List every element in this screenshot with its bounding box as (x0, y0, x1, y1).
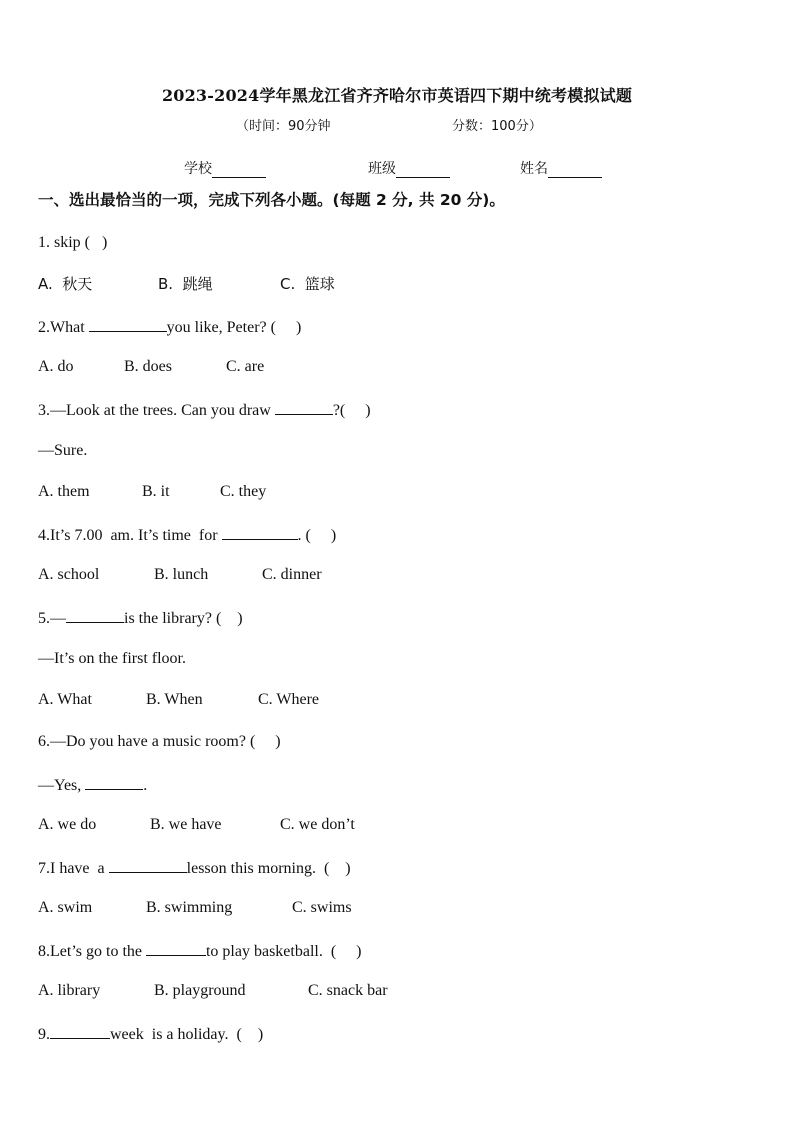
question-1 (38, 233, 107, 253)
question-3 (38, 399, 371, 421)
question-5-pre: 5.— (38, 610, 66, 627)
q2-option-b[interactable]: B. does (124, 358, 172, 375)
question-4-blank[interactable] (222, 524, 298, 540)
question-5 (38, 607, 243, 629)
q6-option-a[interactable]: A. we do (38, 816, 97, 833)
section-heading: 一、选出最恰当的一项，完成下列各小题。(每题 2 分, 共 20 分)。 (38, 191, 505, 209)
q4-option-a[interactable]: A. school (38, 566, 100, 583)
question-9-blank[interactable] (50, 1023, 110, 1039)
exam-score: 分数：100分） (452, 119, 542, 134)
question-6-reply (38, 774, 147, 796)
question-2-post: you like, Peter? ( ) (166, 319, 302, 336)
q3-option-c[interactable]: C. they (220, 483, 267, 500)
question-6: 6.—Do you have a music room? ( ) (38, 733, 281, 750)
question-8-pre: 8.Let’s go to the (38, 943, 146, 960)
q3-option-a[interactable]: A. them (38, 483, 90, 500)
q5-option-a[interactable]: A. What (38, 691, 92, 708)
question-5-blank[interactable] (66, 607, 124, 623)
q6-option-c[interactable]: C. we don’t (280, 816, 355, 833)
question-4 (38, 524, 336, 546)
question-3-post: ?( ) (332, 402, 371, 419)
q2-option-a[interactable]: A. do (38, 358, 74, 375)
q2-option-c[interactable]: C. are (226, 358, 265, 375)
question-7-pre: 7.I have a (38, 860, 109, 877)
q1-option-c[interactable]: C. 篮球 (280, 275, 335, 293)
school-label: 学校 (184, 161, 212, 177)
q6-option-b[interactable]: B. we have (150, 816, 222, 833)
class-blank[interactable] (396, 163, 450, 178)
question-9-pre: 9. (38, 1026, 50, 1043)
q7-option-a[interactable]: A. swim (38, 899, 93, 916)
question-3-blank[interactable] (275, 399, 333, 415)
question-6-blank[interactable] (85, 774, 143, 790)
q8-option-b[interactable]: B. playground (154, 982, 246, 999)
q7-option-b[interactable]: B. swimming (146, 899, 233, 916)
question-8-blank[interactable] (146, 940, 206, 956)
q5-option-c[interactable]: C. Where (258, 691, 320, 708)
class-label: 班级 (368, 161, 396, 177)
q8-option-a[interactable]: A. library (38, 982, 101, 999)
q4-option-b[interactable]: B. lunch (154, 566, 209, 583)
question-1-paren: ) (90, 234, 108, 251)
q3-option-b[interactable]: B. it (142, 483, 170, 500)
question-9-post: week is a holiday. ( ) (110, 1026, 264, 1043)
exam-title: 2023-2024学年黑龙江省齐齐哈尔市英语四下期中统考模拟试题 (161, 86, 633, 105)
question-7-blank[interactable] (109, 857, 187, 873)
question-8 (38, 940, 362, 962)
question-4-pre: 4.It’s 7.00 am. It’s time for (38, 527, 222, 544)
question-4-post: . ( ) (297, 527, 337, 544)
name-label: 姓名 (520, 161, 548, 177)
question-7-post: lesson this morning. ( ) (186, 860, 351, 877)
question-7 (38, 857, 351, 879)
school-blank[interactable] (212, 163, 266, 178)
question-8-post: to play basketball. ( ) (205, 943, 362, 960)
school-field (184, 160, 266, 178)
question-9 (38, 1023, 263, 1045)
question-1-text: 1. skip ( (38, 234, 90, 251)
question-2-pre: 2.What (38, 319, 89, 336)
question-6-reply-pre: —Yes, (38, 777, 86, 794)
name-blank[interactable] (548, 163, 602, 178)
question-5-reply: —It’s on the first floor. (38, 650, 186, 667)
class-field (368, 160, 450, 178)
question-3-pre: 3.—Look at the trees. Can you draw (38, 402, 275, 419)
q1-option-a[interactable]: A. 秋天 (38, 275, 93, 293)
q5-option-b[interactable]: B. When (146, 691, 203, 708)
question-2-blank[interactable] (89, 316, 167, 332)
question-2 (38, 316, 301, 338)
question-6-reply-post: . (143, 777, 148, 794)
q8-option-c[interactable]: C. snack bar (308, 982, 388, 999)
question-3-reply: —Sure. (38, 442, 88, 459)
q1-option-b[interactable]: B. 跳绳 (158, 275, 213, 293)
exam-time: （时间：90分钟 (236, 119, 331, 134)
q7-option-c[interactable]: C. swims (292, 899, 352, 916)
q4-option-c[interactable]: C. dinner (262, 566, 322, 583)
question-5-post: is the library? ( ) (124, 610, 243, 627)
name-field (520, 160, 602, 178)
